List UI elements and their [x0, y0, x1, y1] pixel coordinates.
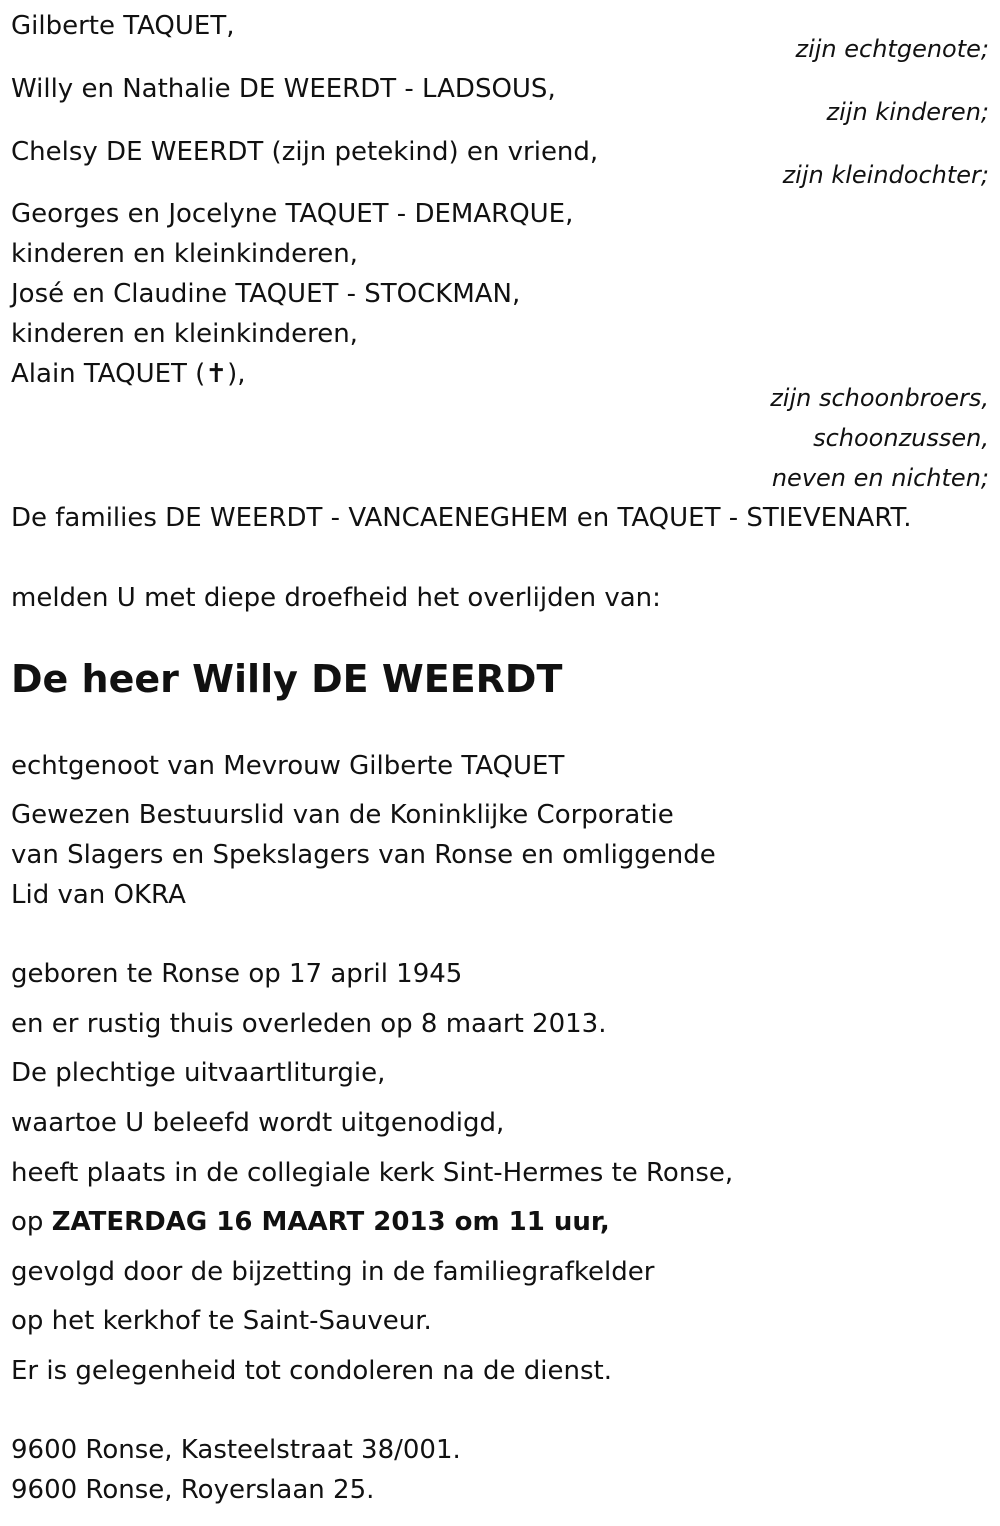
in-law-relation-line: zijn schoonbroers, [770, 384, 989, 412]
deceased-title-line: Gewezen Bestuurslid van de Koninklijke Corporatie [11, 800, 674, 830]
announcement: melden U met diepe droefheid het overlijden van: [11, 583, 661, 613]
address-line: 9600 Ronse, Kasteelstraat 38/001. [11, 1435, 461, 1465]
date-prefix: op [11, 1207, 52, 1237]
date-line [11, 1206, 610, 1238]
in-law-line: José en Claudine TAQUET - STOCKMAN, [11, 279, 521, 309]
deceased-title-line: van Slagers en Spekslagers van Ronse en omliggende [11, 840, 716, 870]
liturgy-line: De plechtige uitvaartliturgie, [11, 1058, 386, 1088]
spouse-relation: zijn echtgenote; [795, 35, 989, 63]
birth-line: geboren te Ronse op 17 april 1945 [11, 959, 463, 989]
address-line: 9600 Ronse, Royerslaan 25. [11, 1475, 375, 1505]
in-law-line: kinderen en kleinkinderen, [11, 319, 358, 349]
in-law-line: Alain TAQUET (✝), [11, 359, 246, 389]
deceased-title-line: Lid van OKRA [11, 880, 186, 910]
deceased-spouse-line: echtgenoot van Mevrouw Gilberte TAQUET [11, 751, 565, 781]
deceased-name: De heer Willy DE WEERDT [11, 657, 563, 701]
granddaughter-relation: zijn kleindochter; [782, 161, 989, 189]
in-law-line: Georges en Jocelyne TAQUET - DEMARQUE, [11, 199, 574, 229]
invitation-line: waartoe U beleefd wordt uitgenodigd, [11, 1108, 505, 1138]
burial-place-line: op het kerkhof te Saint-Sauveur. [11, 1306, 432, 1336]
condolence-line: Er is gelegenheid tot condoleren na de dienst. [11, 1356, 612, 1386]
in-law-line: kinderen en kleinkinderen, [11, 239, 358, 269]
in-law-relation-line: schoonzussen, [813, 424, 989, 452]
burial-line: gevolgd door de bijzetting in de familiegrafkelder [11, 1257, 655, 1287]
church-line: heeft plaats in de collegiale kerk Sint-Hermes te Ronse, [11, 1158, 734, 1188]
spouse-name: Gilberte TAQUET, [11, 11, 235, 41]
children-relation: zijn kinderen; [826, 98, 989, 126]
death-line: en er rustig thuis overleden op 8 maart 2013. [11, 1009, 607, 1039]
families-line: De families DE WEERDT - VANCAENEGHEM en TAQUET - STIEVENART. [11, 503, 912, 533]
funeral-date: ZATERDAG 16 MAART 2013 om 11 uur, [51, 1207, 610, 1237]
in-law-relation-line: neven en nichten; [771, 464, 989, 492]
granddaughter-name: Chelsy DE WEERDT (zijn petekind) en vriend, [11, 137, 599, 167]
children-names: Willy en Nathalie DE WEERDT - LADSOUS, [11, 74, 556, 104]
